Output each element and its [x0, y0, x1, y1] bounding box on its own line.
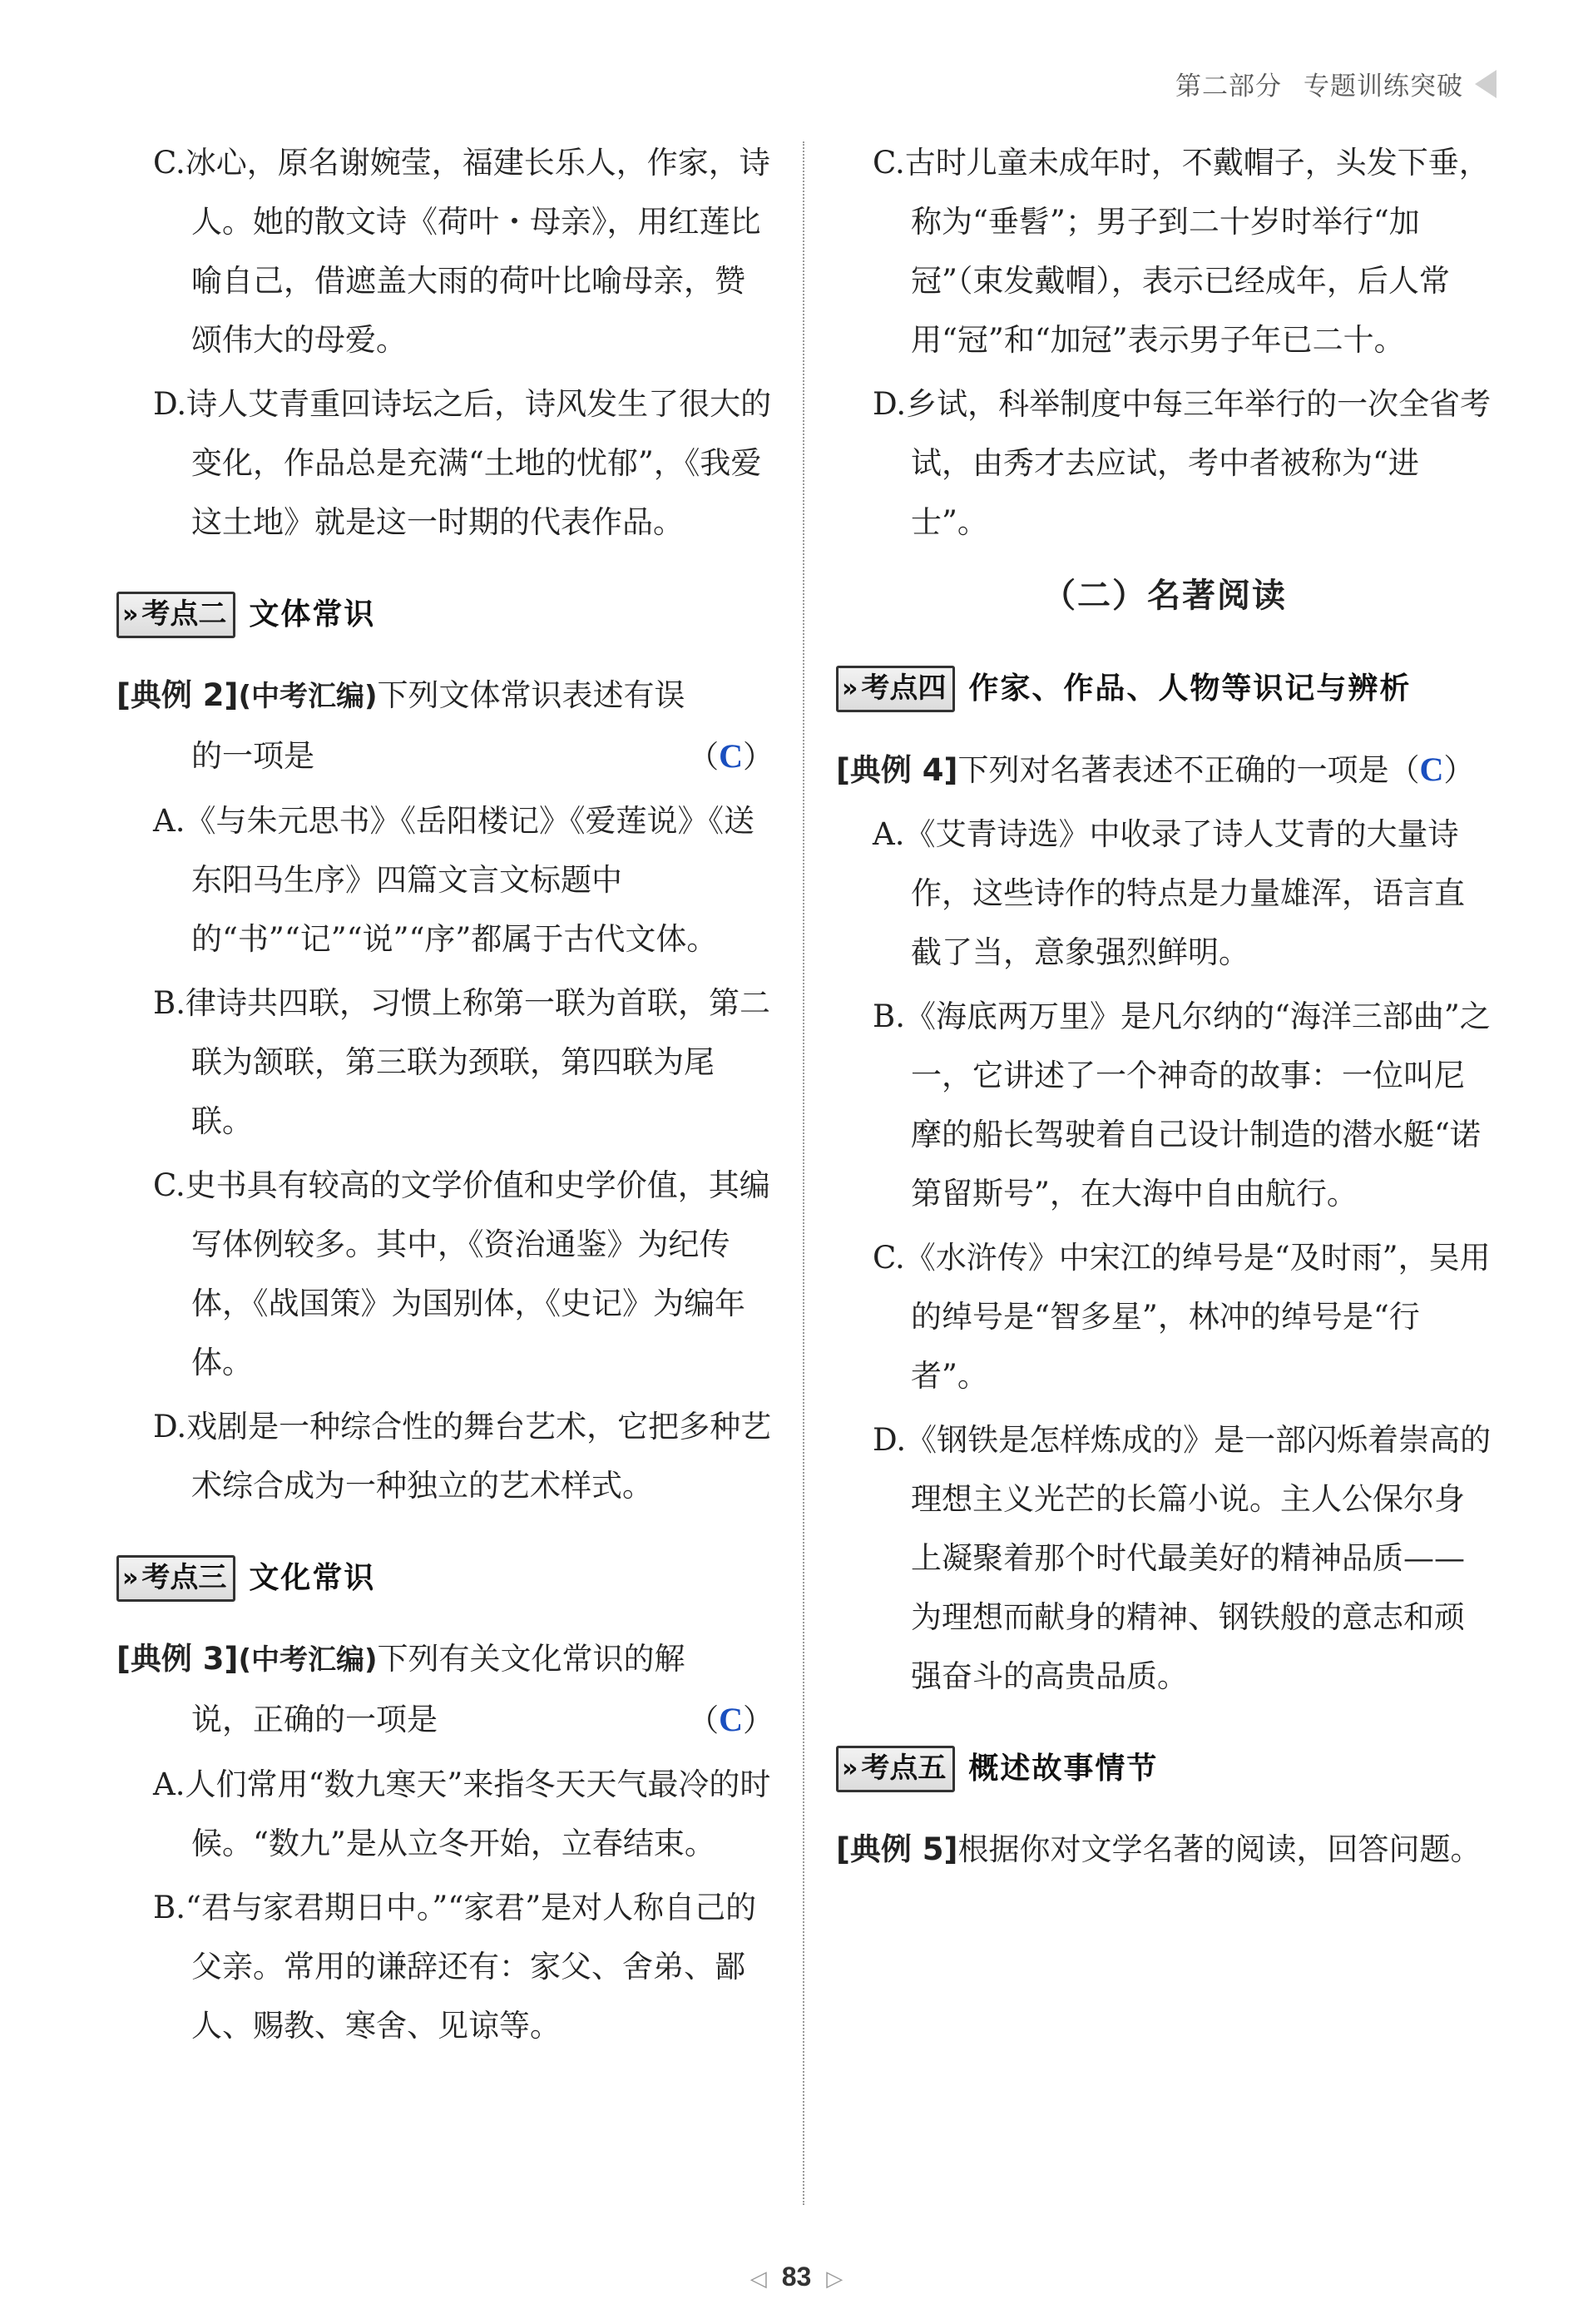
option-d: D.戏剧是一种综合性的舞台艺术，它把多种艺术综合成为一种独立的艺术样式。	[153, 1409, 772, 1504]
column-divider	[803, 141, 804, 2205]
option-d-poet: D.诗人艾青重回诗坛之后，诗风发生了很大的变化，作品总是充满“土地的忧郁”，《我爱这土地》就是这一时期的代表作品。	[153, 386, 772, 540]
next-arrow-icon: ▷	[826, 2266, 843, 2291]
option-d: D.《钢铁是怎样炼成的》是一部闪烁着崇高的理想主义光芒的长篇小说。主人公保尔身上凝聚着那个时代最美好的精神品质——为理想而献身的精神、钢铁般的意志和顽强奋斗的高贵品质。	[873, 1422, 1492, 1694]
double-chevron-icon: »	[842, 1754, 858, 1783]
example-3	[116, 1629, 774, 1750]
option-c-culture: C.古时儿童未成年时，不戴帽子，头发下垂，称为“垂髫”；男子到二十岁时举行“加冠”（束发戴帽），表示已经成年，后人常用“冠”和“加冠”表示男子年已二十。	[873, 145, 1490, 358]
kaodian-3-heading	[116, 1549, 774, 1608]
example-stem: 下列对名著表述不正确的一项是	[957, 752, 1389, 788]
kaodian-title: 文体常识	[249, 597, 376, 632]
kaodian-badge: » 考点四	[836, 666, 955, 712]
kaodian-badge: » 考点五	[836, 1746, 955, 1792]
kaodian-title: 概述故事情节	[968, 1752, 1159, 1786]
kaodian-badge: » 考点三	[116, 1555, 235, 1602]
option-c: C.史书具有较高的文学价值和史学价值，其编写体例较多。其中，《资治通鉴》为纪传体，《战国策》为国别体，《史记》为编年体。	[153, 1167, 770, 1380]
left-column	[116, 133, 774, 2060]
kaodian-4-heading	[836, 659, 1493, 718]
header-triangle-icon	[1475, 70, 1497, 98]
kaodian-title: 文化常识	[249, 1561, 376, 1595]
example-stem: 根据你对文学名著的阅读，回答问题。	[957, 1831, 1482, 1867]
kaodian-2-heading	[116, 585, 774, 644]
option-a: A.人们常用“数九寒天”来指冬天天气最冷的时候。“数九”是从立冬开始，立春结束。	[153, 1767, 771, 1861]
option-a: A.《艾青诗选》中收录了诗人艾青的大量诗作，这些诗作的特点是力量雄浑，语言直截了当，意象强烈鲜明。	[873, 816, 1465, 970]
kaodian-title: 作家、作品、人物等识记与辨析	[968, 671, 1412, 706]
option-d-culture: D.乡试，科举制度中每三年举行的一次全省考试，由秀才去应试，考中者被称为“进士”。	[873, 386, 1492, 540]
double-chevron-icon: »	[842, 674, 858, 703]
prev-arrow-icon: ◁	[750, 2266, 767, 2291]
option-b: B.律诗共四联，习惯上称第一联为首联，第二联为颔联，第三联为颈联，第四联为尾联。	[153, 985, 770, 1139]
example-tag: [典例 3]	[116, 1641, 239, 1677]
answer-mark: C	[1419, 751, 1444, 788]
example-source: (中考汇编)	[238, 680, 378, 713]
running-header	[1175, 65, 1497, 102]
option-b: B.《海底两万里》是凡尔纳的“海洋三部曲”之一，它讲述了一个神奇的故事：一位叫尼摩的船长驾驶着自己设计制造的潜水艇“诺第留斯号”，在大海中自由航行。	[873, 998, 1491, 1212]
right-column	[836, 133, 1493, 1884]
example-source: (中考汇编)	[238, 1643, 378, 1677]
page-number: ◁ 83 ▷	[750, 2262, 843, 2292]
example-tag: [典例 4]	[836, 752, 958, 788]
double-chevron-icon: »	[122, 1563, 139, 1593]
header-part: 第二部分	[1175, 72, 1282, 102]
option-c-poet: C.冰心，原名谢婉莹，福建长乐人，作家，诗人。她的散文诗《荷叶・母亲》，用红莲比喻自己，借遮盖大雨的荷叶比喻母亲，赞颂伟大的母爱。	[153, 145, 770, 358]
option-b: B.“君与家君期日中。”“家君”是对人称自己的父亲。常用的谦辞还有：家父、舍弟、鄙人、赐教、寒舍、见谅等。	[153, 1890, 757, 2044]
option-c: C.《水浒传》中宋江的绰号是“及时雨”，吴用的绰号是“智多星”，林冲的绰号是“行者”。	[873, 1240, 1491, 1394]
example-stem: 下列文体常识表述有误	[377, 677, 685, 713]
option-a: A.《与朱元思书》《岳阳楼记》《爱莲说》《送东阳马生序》四篇文言文标题中的“书”“记”“说”“序”都属于古代文体。	[153, 803, 754, 957]
section-title: （二）名著阅读	[1042, 577, 1287, 615]
example-tag: [典例 2]	[116, 677, 239, 713]
answer-mark: C	[719, 737, 743, 775]
example-stem: 下列有关文化常识的解	[377, 1641, 685, 1677]
answer-row: 的一项是 （C）	[191, 737, 774, 775]
example-tag: [典例 5]	[836, 1831, 958, 1867]
kaodian-badge: » 考点二	[116, 592, 235, 638]
double-chevron-icon: »	[122, 600, 139, 629]
example-4: [典例 4]下列对名著表述不正确的一项是（C）	[836, 751, 1475, 788]
example-5	[836, 1820, 1493, 1879]
answer-mark: C	[719, 1701, 743, 1738]
header-topic: 专题训练突破	[1304, 72, 1463, 102]
kaodian-5-heading	[836, 1739, 1493, 1798]
answer-row: 说，正确的一项是 （C）	[191, 1701, 774, 1738]
example-2	[116, 666, 774, 786]
